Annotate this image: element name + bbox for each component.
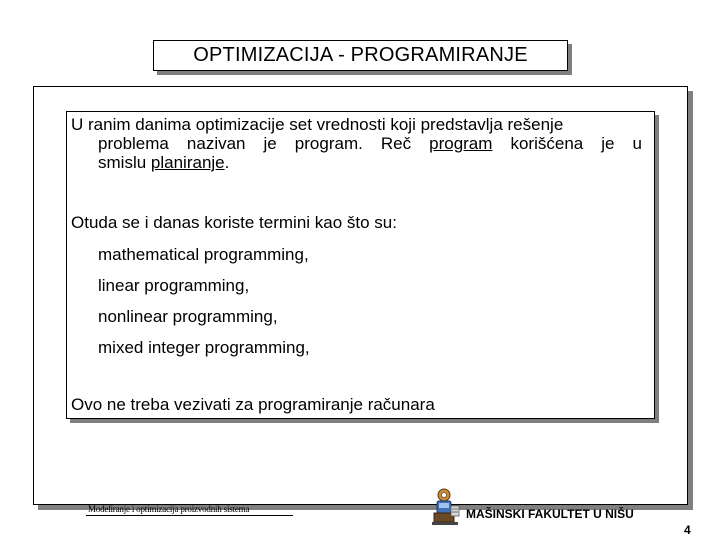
page-number: 4 <box>684 523 691 537</box>
underlined-program: program <box>429 134 493 153</box>
intro-line-2-end: korišćena je u <box>492 134 642 153</box>
closing-note: Ovo ne treba vezivati za programiranje računara <box>71 395 435 414</box>
intro-line-3-start: smislu <box>98 153 151 172</box>
intro-line-3 <box>98 153 229 172</box>
intro-line-2-start: problema nazivan je program. Reč <box>98 134 430 153</box>
intro-line-1: U ranim danima optimizacije set vrednosti koji predstavlja rešenje <box>71 115 564 134</box>
slide-title: OPTIMIZACIJA - PROGRAMIRANJE <box>193 44 528 66</box>
intro-line-3-end: . <box>224 153 230 172</box>
footer-underline <box>86 515 293 516</box>
term-item: mathematical programming, <box>98 245 309 264</box>
intro-line-2 <box>98 134 642 153</box>
terms-intro: Otuda se i danas koriste termini kao što su: <box>71 213 397 232</box>
term-item: nonlinear programming, <box>98 307 278 326</box>
title-box <box>153 40 572 75</box>
underlined-planiranje: planiranje <box>150 153 225 172</box>
term-item: mixed integer programming, <box>98 338 310 357</box>
footer-faculty: MAŠINSKI FAKULTET U NIŠU <box>466 507 634 521</box>
term-item: linear programming, <box>98 276 250 295</box>
faculty-logo-icon <box>430 486 462 526</box>
footer-course-title: Modeliranje i optimizacija proizvodnih sistema <box>88 504 250 514</box>
